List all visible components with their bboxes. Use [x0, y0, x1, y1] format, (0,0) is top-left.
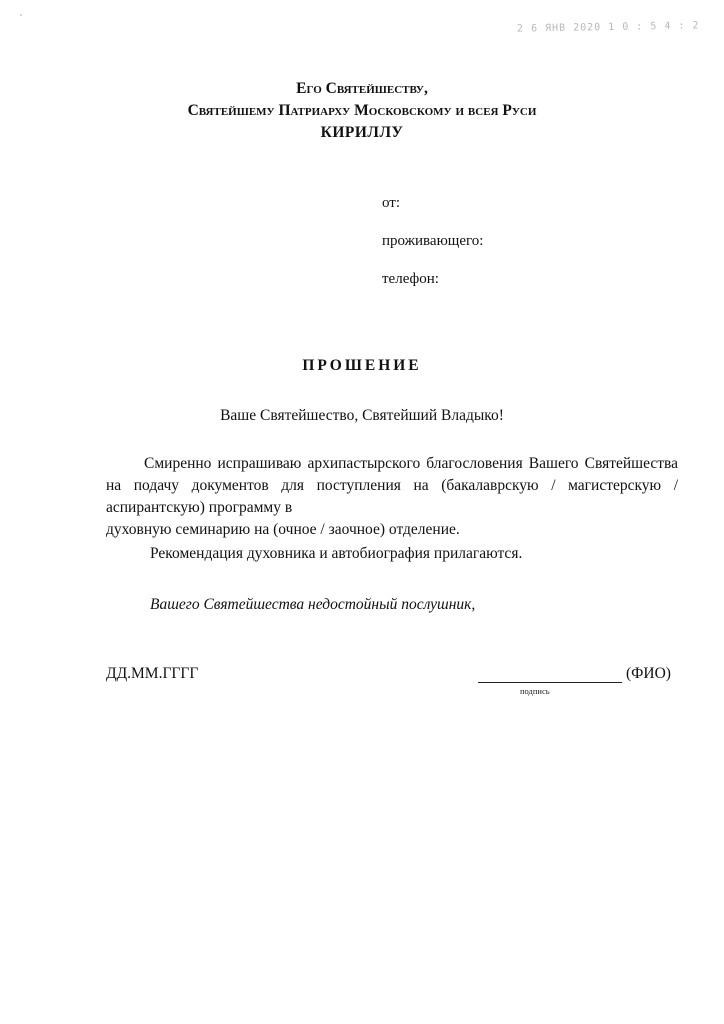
petition-body	[106, 453, 678, 565]
greeting: Ваше Святейшество, Святейший Владыко!	[220, 407, 504, 424]
body-paragraph-2: Рекомендация духовника и автобиография прилагаются.	[150, 545, 523, 562]
sender-block	[382, 193, 483, 307]
date-placeholder: ДД.ММ.ГГГГ	[106, 665, 199, 682]
addressee-block	[0, 78, 724, 144]
signature-caption: подпись	[520, 686, 550, 696]
addressee-name: КИРИЛЛУ	[320, 124, 404, 141]
sender-phone-label: телефон:	[382, 271, 439, 287]
scan-dot	[20, 14, 22, 16]
sender-residence-label: проживающего:	[382, 233, 484, 249]
signature-line	[478, 682, 622, 683]
body-paragraph-1-tail: духовную семинарию на (очное / заочное) отделение.	[106, 521, 460, 538]
document-title: ПРОШЕНИЕ	[302, 357, 422, 374]
name-placeholder: (ФИО)	[626, 665, 671, 682]
closing-line: Вашего Святейшества недостойный послушник,	[150, 596, 476, 613]
body-paragraph-1: Смиренно испрашиваю архипастырского благословения Вашего Святейшества на подачу документов для поступления на (бакалаврскую / магистерскую / аспирантскую) программу в	[106, 455, 678, 516]
sender-from-label: от:	[382, 195, 401, 211]
scan-stamp-mark: 2 6 ЯНВ 2020 1 0 : 5 4 : 2	[517, 20, 701, 35]
addressee-line-1: Его Святейшеству,	[296, 80, 428, 97]
addressee-line-2: Святейшему Патриарху Московскому и всея Руси	[187, 102, 537, 119]
